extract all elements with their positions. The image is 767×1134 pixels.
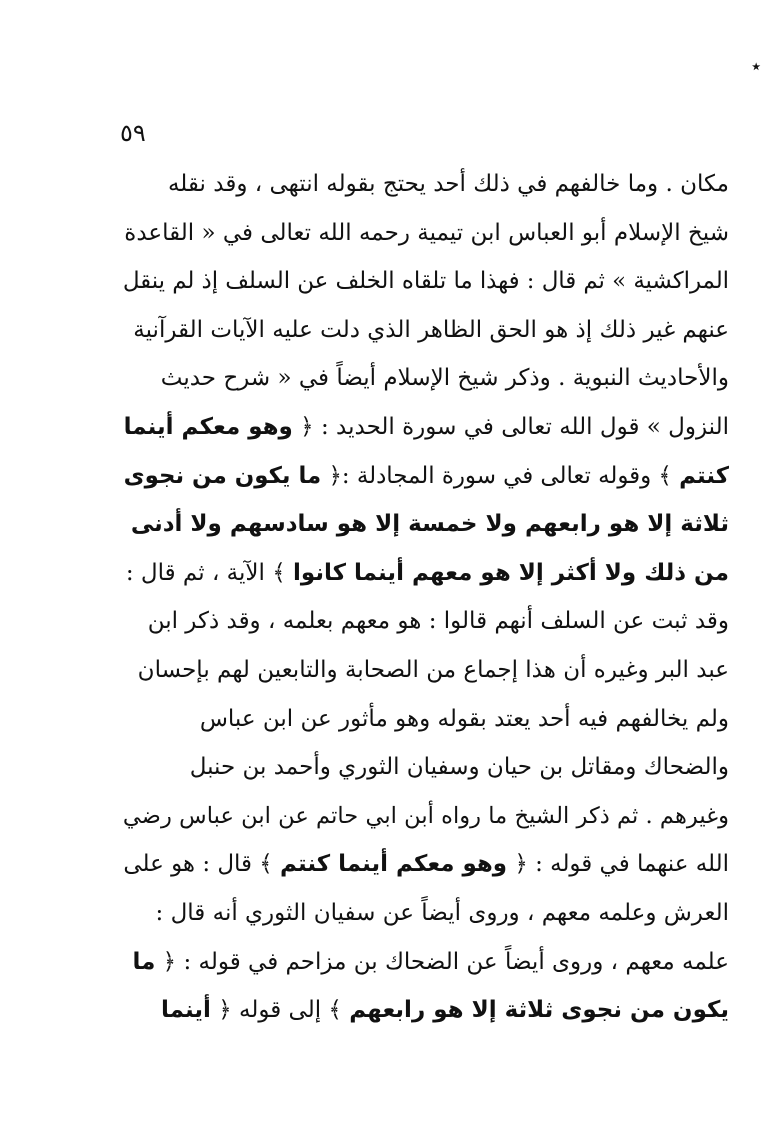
line-text: ﴾ الآية ، ثم قال : bbox=[125, 559, 294, 586]
quran-verse-text: ما bbox=[132, 948, 156, 975]
quran-verse-text: وهو معكم أينما كنتم bbox=[280, 851, 508, 878]
line-text: عنهم غير ذلك إذ هو الحق الظاهر الذي دلت عليه الآيات القرآنية bbox=[133, 316, 729, 343]
text-line bbox=[123, 257, 729, 306]
margin-mark: ٭ bbox=[751, 56, 761, 77]
text-line bbox=[123, 452, 729, 501]
quran-verse-text: أينما bbox=[160, 997, 211, 1024]
text-line bbox=[123, 549, 729, 598]
quran-verse-text: من ذلك ولا أكثر إلا هو معهم أينما كانوا bbox=[293, 559, 729, 586]
page-number: ٥٩ bbox=[120, 119, 146, 147]
text-line bbox=[123, 354, 729, 403]
line-text: العرش وعلمه معهم ، وروى أيضاً عن سفيان الثوري أنه قال : bbox=[155, 899, 729, 926]
quran-verse-text: ثلاثة إلا هو رابعهم ولا خمسة إلا هو سادسهم ولا أدنى bbox=[130, 511, 729, 538]
body-text bbox=[123, 160, 729, 1035]
text-line bbox=[123, 840, 729, 889]
line-text: شيخ الإسلام أبو العباس ابن تيمية رحمه الله تعالى في « القاعدة bbox=[124, 219, 729, 246]
line-text: وقد ثبت عن السلف أنهم قالوا : هو معهم بعلمه ، وقد ذكر ابن bbox=[147, 608, 729, 635]
text-line bbox=[123, 695, 729, 744]
quran-verse-text: وهو معكم أينما bbox=[123, 413, 293, 440]
text-line bbox=[123, 500, 729, 549]
text-line bbox=[123, 306, 729, 355]
text-line bbox=[123, 403, 729, 452]
line-text: ﴾ إلى قوله ﴿ bbox=[210, 997, 350, 1024]
text-line bbox=[123, 986, 729, 1035]
text-line bbox=[123, 743, 729, 792]
text-line bbox=[123, 597, 729, 646]
quran-verse-text: يكون من نجوى ثلاثة إلا هو رابعهم bbox=[349, 997, 729, 1024]
text-line bbox=[123, 792, 729, 841]
line-text: الله عنهما في قوله : ﴿ bbox=[507, 851, 729, 878]
line-text: والضحاك ومقاتل بن حيان وسفيان الثوري وأحمد بن حنبل bbox=[189, 754, 729, 781]
text-line bbox=[123, 209, 729, 258]
text-line bbox=[123, 938, 729, 987]
line-text: مكان . وما خالفهم في ذلك أحد يحتج بقوله انتهى ، وقد نقله bbox=[167, 171, 729, 197]
line-text: ﴾ وقوله تعالى في سورة المجادلة :﴿ bbox=[321, 462, 680, 489]
text-line bbox=[123, 646, 729, 695]
line-text: النزول » قول الله تعالى في سورة الحديد : ﴿ bbox=[292, 413, 729, 440]
quran-verse-text: كنتم bbox=[679, 462, 729, 489]
line-text: المراكشية » ثم قال : فهذا ما تلقاه الخلف عن السلف إذ لم ينقل bbox=[123, 268, 729, 295]
line-text: علمه معهم ، وروى أيضاً عن الضحاك بن مزاحم في قوله : ﴿ bbox=[155, 948, 729, 975]
line-text: ﴾ قال : هو على bbox=[123, 851, 281, 878]
text-line bbox=[123, 160, 729, 209]
line-text: وغيرهم . ثم ذكر الشيخ ما رواه أبن ابي حاتم عن ابن عباس رضي bbox=[123, 802, 729, 829]
quran-verse-text: ما يكون من نجوى bbox=[123, 462, 322, 489]
text-line bbox=[123, 889, 729, 938]
line-text: ولم يخالفهم فيه أحد يعتد بقوله وهو مأثور عن ابن عباس bbox=[199, 705, 729, 732]
line-text: والأحاديث النبوية . وذكر شيخ الإسلام أيضاً في « شرح حديث bbox=[160, 365, 729, 392]
line-text: عبد البر وغيره أن هذا إجماع من الصحابة والتابعين لهم بإحسان bbox=[137, 656, 729, 683]
